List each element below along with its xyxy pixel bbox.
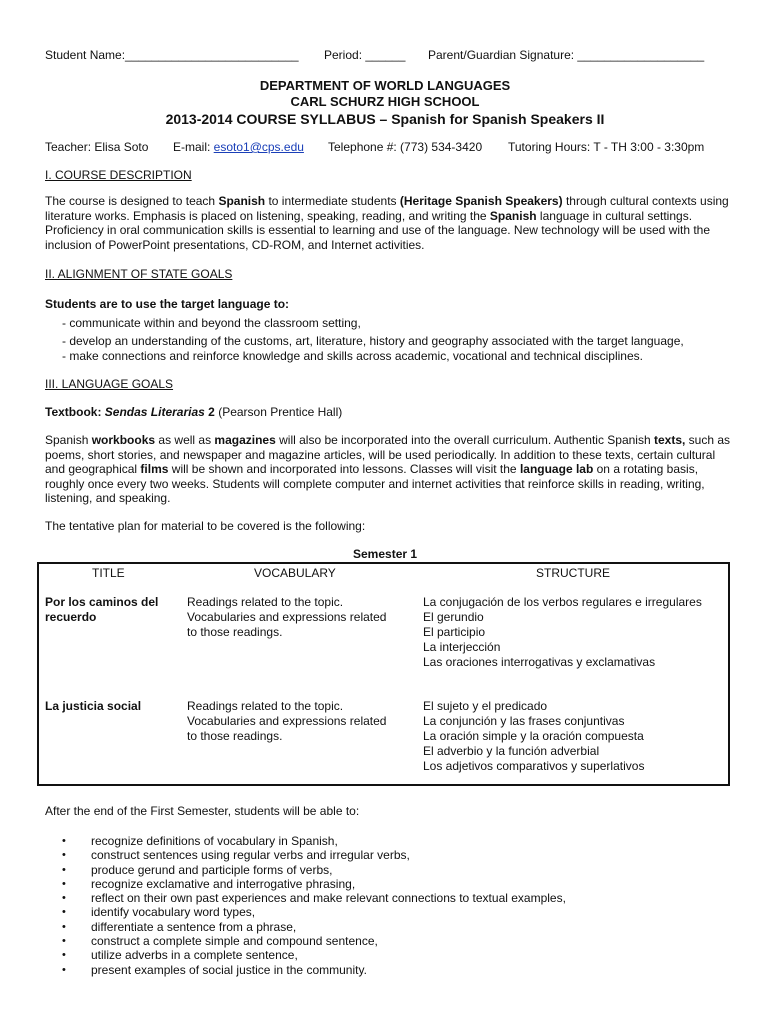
cell-line: recuerdo: [45, 610, 97, 624]
cell-line: La justicia social: [45, 699, 142, 713]
outcomes-intro: After the end of the First Semester, students will be able to:: [45, 804, 360, 818]
cell-line: Readings related to the topic.: [187, 699, 344, 713]
text-run-bold: magazines: [214, 433, 276, 447]
bullet-icon: •: [62, 906, 66, 919]
cell-line: El gerundio: [423, 610, 484, 624]
telephone: Telephone #: (773) 534-3420: [328, 140, 483, 154]
text-run-bold: films: [140, 462, 169, 476]
student-name-line: Student Name:__________________________: [45, 48, 299, 62]
cell-line: to those readings.: [187, 729, 283, 743]
text-run: such as poems, short stories, and newspaper and magazine articles, will be used periodically. In addition to these texts, certain cultural and geographical: [45, 433, 731, 476]
table-row-2-title: [45, 699, 141, 714]
textbook-line: [45, 405, 342, 419]
cell-line: Los adjetivos comparativos y superlativos: [423, 759, 645, 773]
cell-line: Vocabularies and expressions related: [187, 714, 387, 728]
text-run: Spanish: [45, 433, 92, 447]
course-title-prefix: 2013-2014 COURSE SYLLABUS –: [165, 111, 392, 127]
state-goal-item: - make connections and reinforce knowledge and skills across academic, vocational and technical disciplines.: [62, 349, 643, 363]
list-item-text: construct sentences using regular verbs and irregular verbs,: [91, 848, 410, 863]
list-item-text: present examples of social justice in the community.: [91, 962, 367, 977]
text-run-bold: Spanish: [489, 208, 537, 223]
cell-line: La conjunción y las frases conjuntivas: [423, 714, 625, 728]
table-row-2-vocabulary: [187, 699, 386, 744]
list-item-text: recognize definitions of vocabulary in Spanish,: [91, 834, 338, 848]
bullet-icon: •: [62, 920, 66, 933]
text-run: on a rotating basis, roughly once every two weeks. Students will complete computer and internet activities that reinforce skills in reading, writing, listening, and speaking.: [45, 462, 705, 505]
course-title-name: Spanish for Spanish Speakers II: [391, 111, 605, 127]
text-run: as well as: [155, 433, 215, 447]
school-title: CARL SCHURZ HIGH SCHOOL: [290, 94, 480, 109]
column-header-vocabulary: VOCABULARY: [254, 566, 336, 580]
department-title: DEPARTMENT OF WORLD LANGUAGES: [259, 78, 511, 93]
text-run-bold: (Heritage Spanish Speakers): [399, 194, 563, 208]
section-language-goals-heading: III. LANGUAGE GOALS: [45, 377, 174, 391]
section-course-description-heading: I. COURSE DESCRIPTION: [45, 168, 192, 182]
list-item-text: recognize exclamative and interrogative phrasing,: [91, 876, 356, 891]
cell-line: Vocabularies and expressions related: [187, 610, 387, 624]
text-run: will also be incorporated into the overall curriculum. Authentic Spanish: [275, 433, 654, 447]
column-header-title: TITLE: [92, 566, 125, 580]
text-run-bold: workbooks: [91, 433, 156, 447]
table-row-2-structure: [423, 699, 644, 774]
list-item-text: construct a complete simple and compound sentence,: [91, 934, 378, 949]
period-line: Period: ______: [324, 48, 406, 62]
text-run: The course is designed to teach: [45, 194, 219, 208]
list-item-text: produce gerund and participle forms of verbs,: [91, 862, 333, 877]
state-goal-item: - communicate within and beyond the classroom setting,: [62, 316, 361, 330]
bullet-icon: •: [62, 877, 66, 890]
cell-line: to those readings.: [187, 625, 283, 639]
bullet-icon: •: [62, 849, 66, 862]
tutoring-hours: Tutoring Hours: T - TH 3:00 - 3:30pm: [508, 140, 705, 154]
text-run-bold: Spanish: [218, 194, 266, 208]
tentative-plan-text: The tentative plan for material to be covered is the following:: [45, 519, 366, 533]
section-state-goals-heading: II. ALIGNMENT OF STATE GOALS: [45, 267, 233, 281]
bullet-icon: •: [62, 949, 66, 962]
semester-table: [37, 562, 730, 786]
textbook-title: Sendas Literarias: [104, 405, 205, 419]
cell-line: La interjección: [423, 640, 501, 654]
guardian-signature-line: Parent/Guardian Signature: ___________________: [428, 48, 705, 62]
state-goals-intro: Students are to use the target language to:: [45, 297, 290, 311]
cell-line: Las oraciones interrogativas y exclamativas: [423, 655, 656, 669]
cell-line: Readings related to the topic.: [187, 595, 344, 609]
cell-line: La oración simple y la oración compuesta: [423, 729, 644, 743]
cell-line: El sujeto y el predicado: [423, 699, 548, 713]
textbook-publisher: (Pearson Prentice Hall): [214, 405, 343, 419]
column-header-structure: STRUCTURE: [536, 566, 610, 580]
text-run: will be shown and incorporated into lessons. Classes will visit the: [168, 462, 520, 476]
cell-line: El adverbio y la función adverbial: [423, 744, 600, 758]
text-run-bold: texts,: [653, 433, 686, 447]
course-title: [0, 111, 770, 127]
materials-paragraph: [45, 433, 735, 506]
text-run-bold: language lab: [519, 462, 594, 476]
text-run: through cultural contexts using literature works. Emphasis is placed on listening, speaking, reading, and writing the: [45, 194, 729, 223]
cell-line: La conjugación de los verbos regulares e irregulares: [423, 595, 702, 609]
semester-caption: Semester 1: [353, 547, 418, 561]
bullet-icon: •: [62, 935, 66, 948]
text-run: to intermediate students: [265, 194, 400, 208]
text-run: language in cultural settings. Proficiency in oral communication skills is essential to learning and use of the language. New technology will be used with the inclusion of PowerPoint presentations, CD-ROM, and Internet activities.: [45, 208, 711, 252]
list-item-text: reflect on their own past experiences and make relevant connections to textual examples,: [91, 891, 566, 906]
list-item-text: differentiate a sentence from a phrase,: [91, 919, 297, 934]
textbook-label: Textbook:: [45, 405, 105, 419]
email-line: [173, 140, 304, 154]
email-label: E-mail:: [173, 140, 214, 154]
textbook-number: 2: [204, 405, 215, 419]
course-description-paragraph: [45, 194, 735, 252]
list-item-text: utilize adverbs in a complete sentence,: [91, 948, 298, 963]
table-row-1-vocabulary: [187, 595, 386, 640]
table-row-1-structure: [423, 595, 702, 670]
bullet-icon: •: [62, 963, 66, 976]
cell-line: El participio: [423, 625, 486, 639]
cell-line: Por los caminos del: [45, 595, 159, 609]
table-row-1-title: [45, 595, 158, 625]
bullet-icon: •: [62, 835, 66, 847]
bullet-icon: •: [62, 892, 66, 905]
teacher-name: Teacher: Elisa Soto: [45, 140, 149, 154]
email-link[interactable]: esoto1@cps.edu: [213, 140, 304, 154]
list-item-text: identify vocabulary word types,: [91, 905, 256, 920]
state-goal-item: - develop an understanding of the customs, art, literature, history and geography associated with the target language,: [62, 334, 684, 348]
bullet-icon: •: [62, 863, 66, 876]
